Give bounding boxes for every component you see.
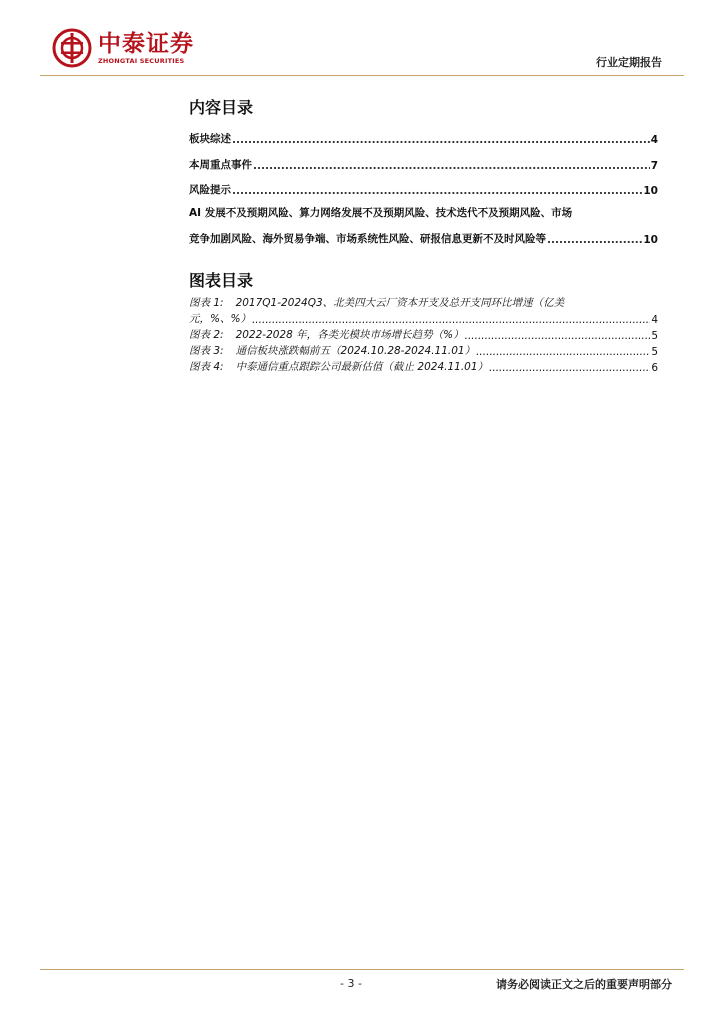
- figure-item-line1[interactable]: [189, 296, 658, 310]
- footer-divider: [40, 969, 684, 970]
- page-number: - 3 -: [340, 977, 362, 990]
- figure-item-label: 中泰通信重点跟踪公司最新估值（截止 2024.11.01）: [235, 361, 489, 373]
- figure-item-page: 4: [651, 314, 658, 326]
- toc-item[interactable]: [189, 130, 658, 146]
- figure-item-label: 通信板块涨跌幅前五（2024.10.28-2024.11.01）: [235, 345, 476, 357]
- toc-item-page: 4: [650, 134, 658, 146]
- figure-item[interactable]: [189, 360, 658, 374]
- figure-item-prefix: 图表 4:: [189, 361, 224, 373]
- contents-title: 内容目录: [189, 98, 254, 117]
- footer-disclaimer: 请务必阅读正文之后的重要声明部分: [496, 978, 672, 991]
- figure-item-page: 5: [651, 330, 658, 342]
- toc-item-label: 本周重点事件: [189, 159, 252, 171]
- toc-item-multiline-line1[interactable]: AI 发展不及预期风险、算力网络发展不及预期风险、技术迭代不及预期风险、市场: [189, 207, 573, 219]
- toc-item-label: 板块综述: [189, 133, 231, 145]
- toc-item-label: 竞争加剧风险、海外贸易争端、市场系统性风险、研报信息更新不及时风险等: [189, 233, 546, 245]
- figure-item[interactable]: [189, 312, 658, 326]
- figure-item-page: 5: [651, 346, 658, 358]
- logo-chinese-name: 中泰证券: [98, 31, 194, 57]
- report-type-label: 行业定期报告: [596, 56, 662, 69]
- figure-item-page: 6: [651, 362, 658, 374]
- toc-item[interactable]: [189, 181, 658, 197]
- toc-item-label: 风险提示: [189, 184, 231, 196]
- header-divider: [40, 75, 684, 76]
- figure-item-prefix: 图表 3:: [189, 345, 224, 357]
- toc-item[interactable]: [189, 156, 658, 172]
- figure-leader-dots: [252, 314, 650, 326]
- figure-leader-dots: [489, 362, 650, 374]
- logo-english-name: ZHONGTAI SECURITIES: [98, 57, 185, 65]
- figures-title: 图表目录: [189, 271, 254, 290]
- toc-leader-dots: [232, 185, 642, 197]
- figure-item-label: 元，%、%）: [189, 313, 251, 325]
- toc-leader-dots: [253, 160, 650, 172]
- figure-item-label: 2022-2028 年，各类光模块市场增长趋势（%）: [235, 329, 464, 341]
- figure-item-prefix: 图表 2:: [189, 329, 224, 341]
- figure-item[interactable]: [189, 344, 658, 358]
- toc-item-page: 10: [643, 234, 658, 246]
- toc-item[interactable]: [189, 230, 658, 246]
- figure-item-label: 2017Q1-2024Q3、北美四大云厂资本开支及总开支同环比增速（亿美: [235, 297, 565, 309]
- toc-leader-dots: [547, 234, 642, 246]
- company-logo: [52, 28, 194, 68]
- figure-item-prefix: 图表 1:: [189, 297, 224, 309]
- zhongtai-logo-icon: [52, 28, 92, 68]
- toc-item-page: 10: [643, 185, 658, 197]
- figure-leader-dots: [476, 346, 650, 358]
- toc-item-page: 7: [650, 160, 658, 172]
- figure-leader-dots: [465, 330, 651, 342]
- figure-item[interactable]: [189, 328, 658, 342]
- toc-leader-dots: [232, 134, 650, 146]
